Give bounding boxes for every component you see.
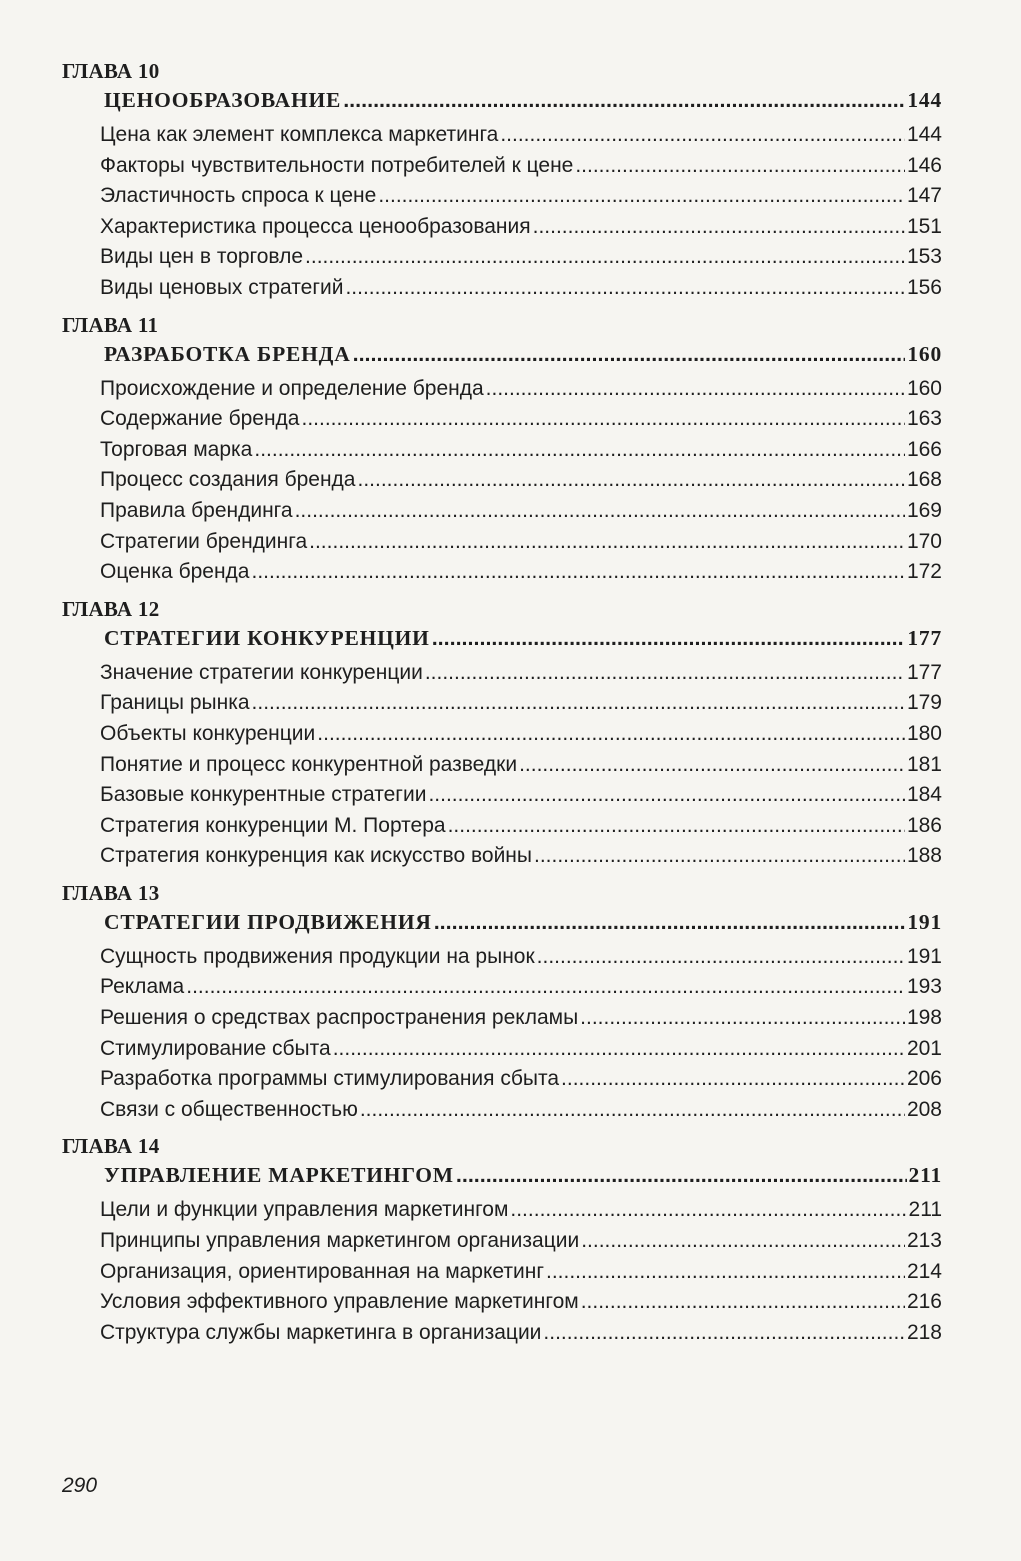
- dot-leader: [317, 719, 905, 750]
- entry-title: Границы рынка: [100, 691, 250, 715]
- section-list: [62, 1195, 942, 1348]
- entry-page: 181: [906, 752, 942, 776]
- chapter-label: ГЛАВА 13: [62, 880, 160, 905]
- entry-page: 163: [906, 407, 942, 431]
- entry-title: Виды цен в торговле: [100, 245, 304, 269]
- dot-leader: [448, 811, 905, 842]
- toc-entry: [100, 1034, 942, 1065]
- dot-leader: [434, 906, 906, 938]
- toc-entry: [100, 181, 942, 212]
- dot-leader: [252, 688, 905, 719]
- dot-leader: [345, 273, 905, 304]
- toc-entry: [100, 1064, 942, 1095]
- dot-leader: [486, 374, 905, 405]
- entry-title: Базовые конкурентные стратегии: [100, 783, 427, 807]
- toc-entry: [100, 1095, 942, 1126]
- toc-entry: [100, 658, 942, 689]
- chapter-title: СТРАТЕГИИ ПРОДВИЖЕНИЯ: [104, 909, 432, 934]
- toc-entry: [100, 719, 942, 750]
- dot-leader: [432, 622, 906, 654]
- entry-title: Процесс создания бренда: [100, 468, 356, 492]
- entry-page: 188: [906, 844, 942, 868]
- dot-leader: [510, 1195, 906, 1226]
- chapter-title-row: [104, 1159, 942, 1191]
- chapter-label: ГЛАВА 10: [62, 59, 160, 83]
- dot-leader: [378, 181, 905, 212]
- dot-leader: [301, 404, 904, 435]
- entry-title: Организация, ориентированная на маркетинг: [100, 1259, 544, 1283]
- entry-page: 177: [906, 660, 942, 684]
- chapter-page: 160: [907, 341, 942, 366]
- toc-entry: [100, 942, 942, 973]
- section-list: [62, 658, 942, 872]
- toc-entry: [100, 404, 942, 435]
- entry-title: Правила брендинга: [100, 498, 293, 522]
- toc-entry: [100, 688, 942, 719]
- dot-leader: [543, 1318, 905, 1349]
- section-list: [62, 120, 942, 304]
- chapter-label: ГЛАВА 14: [62, 1134, 160, 1159]
- dot-leader: [186, 972, 905, 1003]
- section-list: [62, 942, 942, 1126]
- chapter-title: СТРАТЕГИИ КОНКУРЕНЦИИ: [104, 625, 430, 650]
- chapter-title: РАЗРАБОТКА БРЕНДА: [104, 341, 351, 366]
- dot-leader: [343, 84, 905, 116]
- entry-page: 153: [906, 245, 942, 269]
- entry-title: Стратегии брендинга: [100, 529, 308, 553]
- chapter-page: 177: [907, 625, 942, 650]
- entry-page: 198: [906, 1006, 942, 1030]
- entry-title: Условия эффективного управление маркетингом: [100, 1290, 579, 1314]
- chapter-title: ЦЕНООБРАЗОВАНИЕ: [104, 88, 342, 112]
- table-of-contents: [62, 58, 942, 1356]
- chapter-title-row: [104, 622, 942, 654]
- entry-page: 218: [906, 1320, 942, 1344]
- toc-entry: [100, 1226, 942, 1257]
- chapter-page: 191: [907, 909, 942, 934]
- toc-entry: [100, 972, 942, 1003]
- dot-leader: [456, 1159, 907, 1191]
- toc-entry: [100, 465, 942, 496]
- entry-title: Торговая марка: [100, 437, 253, 461]
- entry-page: 170: [906, 529, 942, 553]
- entry-page: 169: [906, 498, 942, 522]
- dot-leader: [581, 1226, 905, 1257]
- dot-leader: [561, 1064, 905, 1095]
- entry-title: Происхождение и определение бренда: [100, 376, 484, 400]
- dot-leader: [251, 557, 904, 588]
- entry-page: 168: [906, 468, 942, 492]
- entry-title: Виды ценовых стратегий: [100, 275, 344, 299]
- dot-leader: [537, 942, 905, 973]
- entry-title: Оценка бренда: [100, 560, 250, 584]
- chapter-label: ГЛАВА 12: [62, 596, 160, 621]
- dot-leader: [546, 1257, 905, 1288]
- entry-title: Сущность продвижения продукции на рынок: [100, 944, 535, 968]
- entry-page: 186: [906, 813, 942, 837]
- toc-entry: [100, 151, 942, 182]
- entry-page: 146: [906, 153, 942, 177]
- chapter-title-row: [104, 906, 942, 938]
- toc-entry: [100, 1003, 942, 1034]
- chapter-section: [62, 880, 942, 1126]
- entry-page: 211: [908, 1198, 942, 1222]
- dot-leader: [309, 527, 905, 558]
- entry-title: Содержание бренда: [100, 407, 300, 431]
- dot-leader: [534, 841, 905, 872]
- entry-page: 144: [906, 123, 942, 146]
- chapter-section: [62, 1133, 942, 1348]
- toc-entry: [100, 527, 942, 558]
- entry-page: 214: [906, 1259, 942, 1283]
- entry-page: 166: [906, 437, 942, 461]
- entry-page: 156: [906, 275, 942, 299]
- toc-entry: [100, 212, 942, 243]
- dot-leader: [428, 780, 905, 811]
- dot-leader: [575, 151, 905, 182]
- entry-page: 151: [906, 214, 942, 238]
- toc-entry: [100, 242, 942, 273]
- entry-page: 216: [906, 1290, 942, 1314]
- toc-entry: [100, 780, 942, 811]
- page-number: 290: [62, 1474, 98, 1497]
- toc-entry: [100, 811, 942, 842]
- entry-page: 213: [906, 1229, 942, 1253]
- entry-page: 193: [906, 975, 942, 999]
- dot-leader: [358, 465, 905, 496]
- dot-leader: [360, 1095, 905, 1126]
- entry-title: Характеристика процесса ценообразования: [100, 214, 531, 238]
- dot-leader: [581, 1287, 905, 1318]
- entry-page: 208: [906, 1097, 942, 1121]
- chapter-section: [62, 312, 942, 588]
- dot-leader: [333, 1034, 905, 1065]
- chapter-page: 211: [908, 1163, 942, 1188]
- chapter-page: 144: [907, 88, 942, 112]
- chapter-label: ГЛАВА 11: [62, 312, 159, 337]
- dot-leader: [254, 435, 905, 466]
- chapter-section: [62, 58, 942, 304]
- dot-leader: [295, 496, 905, 527]
- toc-entry: [100, 120, 942, 151]
- toc-entry: [100, 1287, 942, 1318]
- toc-entry: [100, 1318, 942, 1349]
- toc-entry: [100, 273, 942, 304]
- entry-title: Значение стратегии конкуренции: [100, 660, 423, 684]
- entry-page: 206: [906, 1067, 942, 1091]
- entry-page: 172: [906, 560, 942, 584]
- entry-page: 184: [906, 783, 942, 807]
- entry-title: Структура службы маркетинга в организации: [100, 1320, 542, 1344]
- chapter-title-row: [104, 84, 942, 116]
- dot-leader: [425, 658, 905, 689]
- entry-title: Решения о средствах распространения рекламы: [100, 1006, 579, 1030]
- entry-title: Объекты конкуренции: [100, 721, 316, 745]
- entry-title: Факторы чувствительности потребителей к цене: [100, 153, 574, 177]
- entry-page: 179: [906, 691, 942, 715]
- entry-page: 160: [906, 376, 942, 400]
- toc-entry: [100, 557, 942, 588]
- toc-entry: [100, 1257, 942, 1288]
- entry-page: 147: [906, 184, 942, 208]
- chapter-section: [62, 596, 942, 872]
- entry-title: Эластичность спроса к цене: [100, 184, 377, 208]
- toc-entry: [100, 435, 942, 466]
- section-list: [62, 374, 942, 588]
- dot-leader: [533, 212, 905, 243]
- entry-title: Цели и функции управления маркетингом: [100, 1198, 509, 1222]
- toc-entry: [100, 841, 942, 872]
- entry-title: Реклама: [100, 975, 185, 999]
- dot-leader: [305, 242, 905, 273]
- toc-entry: [100, 1195, 942, 1226]
- entry-title: Стимулирование сбыта: [100, 1036, 331, 1060]
- entry-title: Связи с общественностью: [100, 1097, 358, 1121]
- entry-page: 191: [906, 944, 942, 968]
- chapter-title-row: [104, 338, 942, 370]
- dot-leader: [580, 1003, 905, 1034]
- dot-leader: [353, 338, 906, 370]
- toc-entry: [100, 750, 942, 781]
- entry-title: Разработка программы стимулирования сбыта: [100, 1067, 560, 1091]
- dot-leader: [500, 120, 905, 151]
- entry-page: 201: [906, 1036, 942, 1060]
- entry-title: Принципы управления маркетингом организации: [100, 1229, 580, 1253]
- toc-entry: [100, 496, 942, 527]
- chapter-title: УПРАВЛЕНИЕ МАРКЕТИНГОМ: [104, 1163, 454, 1188]
- toc-entry: [100, 374, 942, 405]
- dot-leader: [519, 750, 905, 781]
- entry-title: Понятие и процесс конкурентной разведки: [100, 752, 518, 776]
- entry-title: Стратегия конкуренция как искусство войны: [100, 844, 532, 868]
- entry-page: 180: [906, 721, 942, 745]
- entry-title: Цена как элемент комплекса маркетинга: [100, 123, 499, 146]
- entry-title: Стратегия конкуренции М. Портера: [100, 813, 446, 837]
